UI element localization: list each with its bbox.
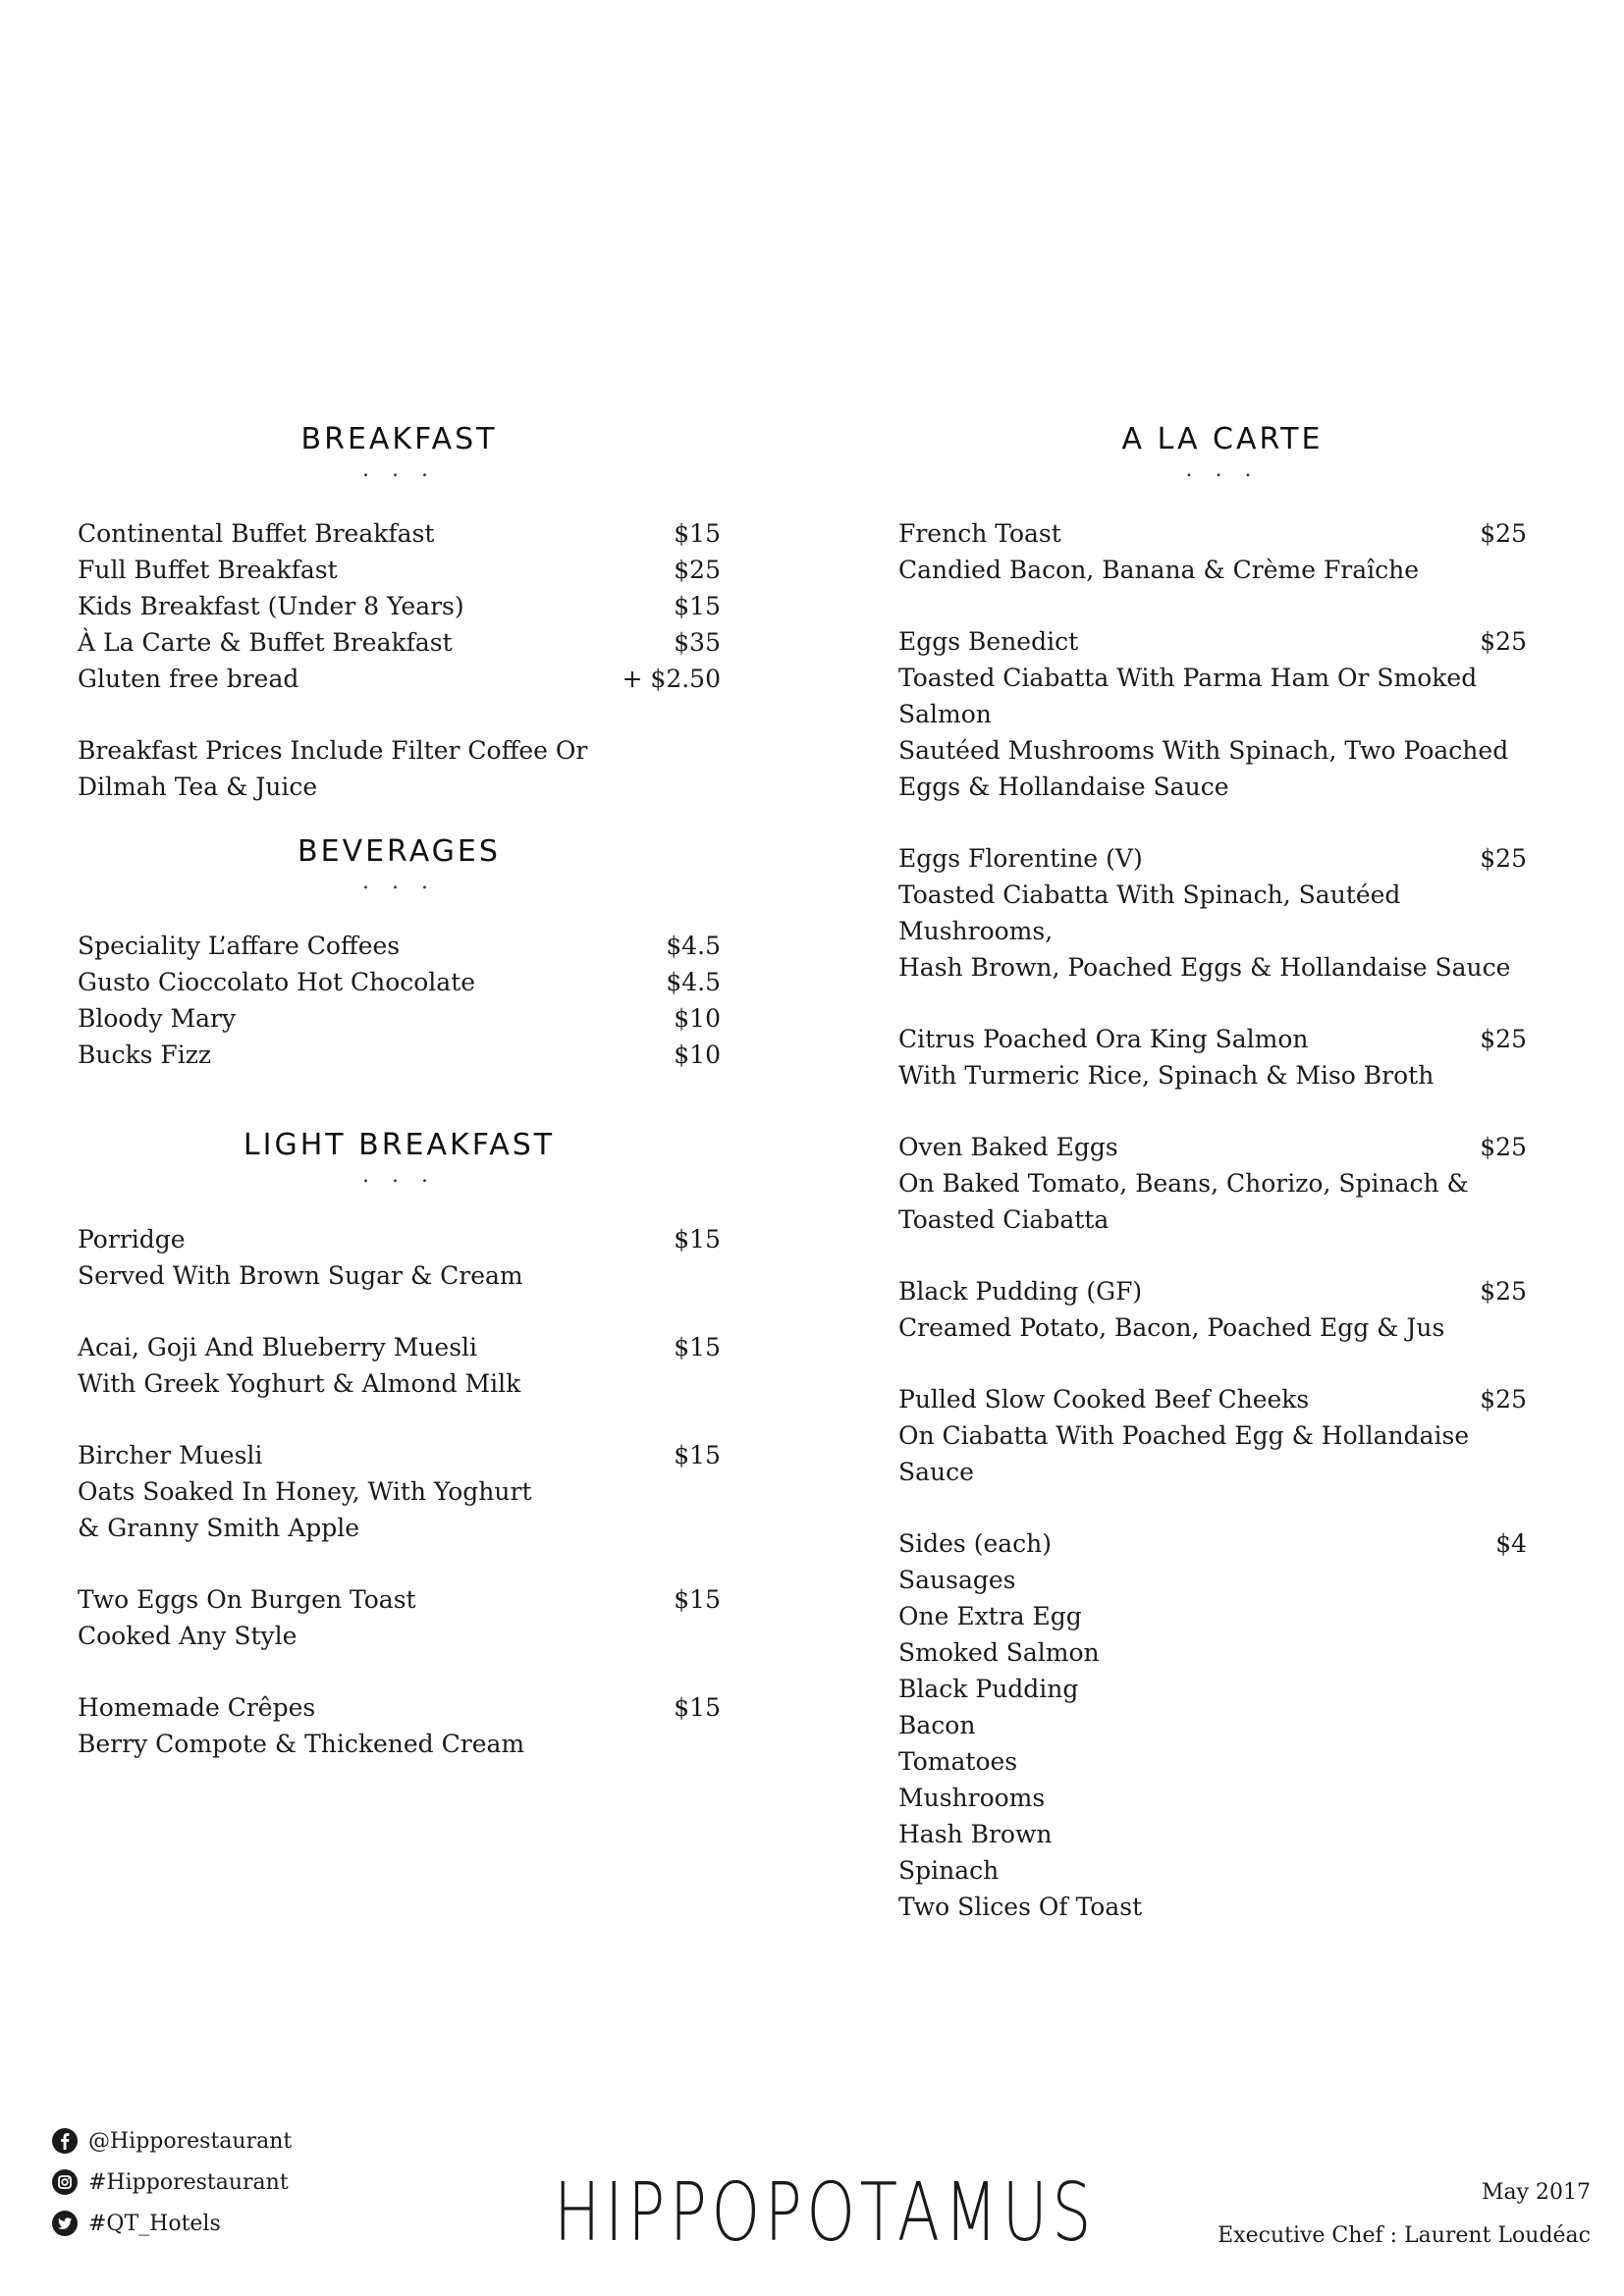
- light-breakfast-list: [78, 1221, 721, 1762]
- brand-logo: [550, 2166, 1100, 2260]
- side-item: Black Pudding: [898, 1675, 1079, 1703]
- side-item: Bacon: [898, 1711, 976, 1739]
- item-price: $25: [674, 556, 721, 584]
- menu-item: [898, 840, 1546, 986]
- item-description: Served With Brown Sugar & Cream: [78, 1261, 523, 1290]
- light-breakfast-title: LIGHT BREAKFAST: [243, 1128, 556, 1162]
- breakfast-note: [78, 732, 721, 805]
- menu-item: [78, 1037, 721, 1073]
- menu-item: [78, 515, 721, 552]
- item-description: On Ciabatta With Poached Egg & Hollandaise Sauce: [898, 1421, 1470, 1486]
- menu-item: [78, 1329, 721, 1402]
- item-name: À La Carte & Buffet Breakfast: [78, 628, 453, 657]
- menu-item: [78, 928, 721, 964]
- item-price: $15: [674, 1441, 721, 1469]
- facebook-icon: [51, 2127, 79, 2155]
- item-name: Eggs Florentine (V): [898, 844, 1143, 873]
- item-name: Pulled Slow Cooked Beef Cheeks: [898, 1385, 1310, 1414]
- beverages-title: BEVERAGES: [298, 834, 501, 869]
- side-item: Mushrooms: [898, 1784, 1046, 1812]
- a-la-carte-title: A LA CARTE: [1121, 422, 1324, 456]
- instagram-icon: [51, 2168, 79, 2196]
- item-description: & Granny Smith Apple: [78, 1514, 360, 1542]
- item-name: Bloody Mary: [78, 1004, 237, 1033]
- item-description: Eggs & Hollandaise Sauce: [898, 773, 1229, 801]
- menu-item: [78, 661, 721, 697]
- item-price: $10: [674, 1041, 721, 1069]
- sides-item: [898, 1525, 1546, 1925]
- facebook-handle: @Hipporestaurant: [88, 2128, 293, 2154]
- item-price: $25: [1480, 1025, 1527, 1053]
- menu-item: [78, 552, 721, 588]
- item-price: $4.5: [666, 968, 721, 996]
- item-price: $15: [674, 1693, 721, 1722]
- item-price: $15: [674, 1333, 721, 1362]
- item-description: Oats Soaked In Honey, With Yoghurt: [78, 1477, 532, 1506]
- item-price: $15: [674, 519, 721, 548]
- menu-item: [78, 964, 721, 1000]
- item-description: With Greek Yoghurt & Almond Milk: [78, 1369, 521, 1398]
- twitter-handle: #QT_Hotels: [88, 2211, 221, 2236]
- menu-item: [898, 1273, 1546, 1346]
- item-name: Speciality L’affare Coffees: [78, 932, 401, 960]
- menu-item: [898, 623, 1546, 805]
- item-price: $25: [1480, 844, 1527, 873]
- item-price: $15: [674, 1225, 721, 1254]
- breakfast-note-line: Dilmah Tea & Juice: [78, 773, 318, 801]
- item-name: Full Buffet Breakfast: [78, 556, 338, 584]
- sides-list: [898, 1562, 1546, 1925]
- instagram-link[interactable]: [51, 2162, 292, 2203]
- item-name: Two Eggs On Burgen Toast: [78, 1585, 416, 1614]
- menu-item: [78, 1581, 721, 1654]
- item-name: Bircher Muesli: [78, 1441, 263, 1469]
- side-item: Tomatoes: [898, 1747, 1018, 1776]
- menu-item: [78, 1000, 721, 1037]
- item-name: Kids Breakfast (Under 8 Years): [78, 592, 464, 620]
- item-name: Porridge: [78, 1225, 186, 1254]
- menu-item: [78, 588, 721, 624]
- item-description: Hash Brown, Poached Eggs & Hollandaise Sauce: [898, 953, 1511, 982]
- item-description: Berry Compote & Thickened Cream: [78, 1730, 525, 1758]
- menu-item: [78, 1437, 721, 1546]
- item-name: Black Pudding (GF): [898, 1277, 1143, 1306]
- item-price: $10: [674, 1004, 721, 1033]
- menu-item: [898, 515, 1546, 588]
- item-price: $25: [1480, 1385, 1527, 1414]
- sides-name: Sides (each): [898, 1529, 1053, 1558]
- menu-date: May 2017: [1481, 2180, 1591, 2205]
- right-column: [898, 422, 1546, 1925]
- item-price: $15: [674, 1585, 721, 1614]
- instagram-handle: #Hipporestaurant: [88, 2169, 289, 2195]
- item-name: French Toast: [898, 519, 1061, 548]
- item-name: Bucks Fizz: [78, 1041, 212, 1069]
- item-description: Toasted Ciabatta With Spinach, Sautéed Mushrooms,: [898, 881, 1401, 945]
- breakfast-dots: . . .: [362, 457, 436, 482]
- menu-item: [78, 1689, 721, 1762]
- menu-info: [1218, 2171, 1591, 2258]
- item-description: Toasted Ciabatta: [898, 1205, 1110, 1234]
- item-price: $15: [674, 592, 721, 620]
- item-price: $25: [1480, 519, 1527, 548]
- side-item: Smoked Salmon: [898, 1638, 1100, 1667]
- item-name: Homemade Crêpes: [78, 1693, 316, 1722]
- a-la-carte-dots: . . .: [1185, 457, 1260, 482]
- twitter-icon: [51, 2210, 79, 2237]
- side-item: Sausages: [898, 1566, 1016, 1594]
- menu-item: [78, 624, 721, 661]
- brand-name: HIPPOPOTAMUS: [554, 2166, 1096, 2260]
- item-price: $35: [674, 628, 721, 657]
- twitter-link[interactable]: [51, 2203, 292, 2244]
- breakfast-note-line: Breakfast Prices Include Filter Coffee Or: [78, 736, 588, 765]
- item-description: On Baked Tomato, Beans, Chorizo, Spinach &: [898, 1169, 1469, 1198]
- item-price: $25: [1480, 1133, 1527, 1161]
- item-price: $25: [1480, 1277, 1527, 1306]
- social-links: [51, 2120, 292, 2244]
- item-name: Gusto Cioccolato Hot Chocolate: [78, 968, 476, 996]
- item-description: With Turmeric Rice, Spinach & Miso Broth: [898, 1061, 1435, 1090]
- item-description: Toasted Ciabatta With Parma Ham Or Smoked Salmon: [898, 664, 1478, 728]
- left-column: [78, 422, 721, 1762]
- item-description: Candied Bacon, Banana & Crème Fraîche: [898, 556, 1420, 584]
- facebook-link[interactable]: [51, 2120, 292, 2162]
- item-description: Sautéed Mushrooms With Spinach, Two Poached: [898, 736, 1509, 765]
- item-name: Gluten free bread: [78, 665, 299, 693]
- menu-item: [898, 1381, 1546, 1490]
- item-price: $4.5: [666, 932, 721, 960]
- item-name: Citrus Poached Ora King Salmon: [898, 1025, 1309, 1053]
- item-name: Oven Baked Eggs: [898, 1133, 1118, 1161]
- executive-chef: Executive Chef : Laurent Loudéac: [1218, 2223, 1591, 2248]
- beverages-dots: . . .: [362, 870, 436, 894]
- menu-item: [78, 1221, 721, 1294]
- sides-price: $4: [1495, 1529, 1527, 1558]
- item-name: Eggs Benedict: [898, 627, 1079, 656]
- item-name: Acai, Goji And Blueberry Muesli: [78, 1333, 478, 1362]
- breakfast-title: BREAKFAST: [300, 422, 498, 456]
- side-item: One Extra Egg: [898, 1602, 1082, 1630]
- item-price: + $2.50: [622, 665, 721, 693]
- item-price: $25: [1480, 627, 1527, 656]
- menu-item: [898, 1129, 1546, 1238]
- breakfast-list: [78, 515, 721, 697]
- menu-item: [898, 1021, 1546, 1094]
- item-description: Creamed Potato, Bacon, Poached Egg & Jus: [898, 1313, 1445, 1342]
- side-item: Spinach: [898, 1856, 1000, 1885]
- side-item: Hash Brown: [898, 1820, 1053, 1848]
- item-name: Continental Buffet Breakfast: [78, 519, 435, 548]
- light-breakfast-dots: . . .: [362, 1163, 436, 1188]
- item-description: Cooked Any Style: [78, 1622, 298, 1650]
- beverages-list: [78, 928, 721, 1073]
- side-item: Two Slices Of Toast: [898, 1893, 1143, 1921]
- a-la-carte-list: [898, 515, 1546, 1925]
